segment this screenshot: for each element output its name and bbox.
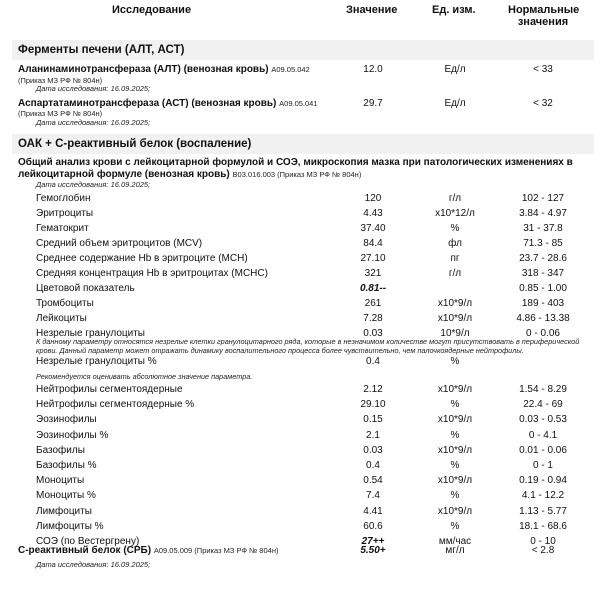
result-value: 0.4 [366, 460, 380, 471]
ast-norm: < 32 [533, 98, 553, 109]
result-value: 321 [364, 268, 382, 279]
section-blood-title: ОАК + С-реактивный белок (воспаление) [12, 134, 594, 154]
result-name: Незрелые гранулоциты [36, 328, 145, 339]
immature-pct-name: Незрелые гранулоциты % [36, 356, 157, 367]
result-unit: % [450, 460, 460, 471]
section-liver-title: Ферменты печени (АЛТ, АСТ) [12, 40, 594, 60]
result-name: Эритроциты [36, 208, 94, 219]
result-name: Эозинофилы [36, 414, 97, 426]
result-unit: х10*9/л [437, 444, 473, 456]
alt-unit: Ед/л [444, 64, 466, 75]
result-name: Базофилы [36, 444, 85, 456]
header-norm [508, 4, 578, 28]
result-value: 0.03 [363, 444, 383, 456]
result-value: 4.43 [363, 208, 383, 219]
result-name: Эозинофилы % [36, 429, 109, 441]
result-value: 4.41 [363, 505, 383, 517]
result-unit: г/л [448, 268, 462, 279]
header-norm-line1: Нормальные [508, 4, 580, 16]
header-unit: Ед. изм. [432, 4, 476, 16]
result-value: 7.28 [363, 313, 383, 324]
cbc-code: B03.016.003 (Приказ МЗ РФ № 804н) [232, 170, 362, 179]
result-value: 37.40 [360, 223, 386, 234]
result-norm: 0 - 4.1 [528, 429, 558, 441]
result-value: 84.4 [363, 238, 383, 249]
immature-note: К данному параметру относятся незрелые клетки гранулоцитарного ряда, которые в незначимом количестве могут присутствовать в периферической крови. Данный параметр может отражать динамику воспалительного процесса более чувствительно, чем палочкоядерные нейтрофилы. [36, 337, 580, 355]
result-norm: 102 - 127 [521, 193, 565, 204]
result-name: Гематокрит [36, 223, 89, 234]
immature-pct-note: Рекомендуется оценивать абсолютное значение параметра. [36, 372, 253, 381]
result-unit: г/л [448, 193, 462, 204]
result-name: Гемоглобин [36, 193, 91, 204]
crp-name: С-реактивный белок (СРБ) [18, 545, 152, 556]
cbc-name-line2 [18, 169, 361, 180]
cbc-name-text: лейкоцитарной формуле (венозная кровь) [18, 169, 230, 180]
crp-test-name [18, 545, 278, 556]
result-name: Тромбоциты [36, 298, 94, 309]
result-unit: мм/час [438, 536, 472, 547]
result-name: Моноциты % [36, 490, 96, 502]
alt-order: (Приказ МЗ РФ № 804н) [18, 76, 103, 85]
result-unit: х10*9/л [437, 414, 473, 426]
result-norm: 1.54 - 8.29 [519, 384, 567, 395]
header-study: Исследование [112, 4, 192, 16]
header-norm-line2: значения [517, 16, 569, 28]
result-name: Нейтрофилы сегментоядерные [36, 384, 183, 395]
immature-pct-unit: % [450, 356, 460, 367]
alt-value: 12.0 [363, 64, 383, 75]
result-unit: х10*9/л [437, 313, 473, 324]
result-value: 2.1 [366, 429, 380, 441]
cbc-name-line1: Общий анализ крови с лейкоцитарной формулой и СОЭ, микроскопия мазка при патологических изменениях в [18, 157, 573, 168]
result-unit: 10*9/л [440, 328, 470, 339]
result-name: Моноциты [36, 475, 85, 487]
alt-name: Аланинаминотрансфераза (АЛТ) (венозная кровь) [18, 64, 269, 75]
result-norm: 23.7 - 28.6 [519, 253, 567, 264]
result-value: 2.12 [363, 384, 383, 395]
crp-value: 5.50+ [360, 545, 386, 556]
result-name: Лимфоциты % [36, 520, 104, 532]
result-unit: % [450, 223, 460, 234]
result-norm: 0.03 - 0.53 [519, 414, 567, 426]
result-norm: 0 - 0.06 [526, 328, 560, 339]
immature-pct-value: 0.4 [366, 356, 380, 367]
result-value: 27.10 [360, 253, 386, 264]
crp-norm: < 2.8 [531, 545, 555, 556]
result-unit: пг [450, 253, 460, 264]
result-norm: 3.84 - 4.97 [519, 208, 567, 219]
result-value: 261 [364, 298, 382, 309]
result-unit: х10*9/л [437, 505, 473, 517]
result-value: 120 [364, 193, 382, 204]
ast-value: 29.7 [363, 98, 383, 109]
result-unit: фл [448, 238, 462, 249]
result-name: Нейтрофилы сегментоядерные % [36, 399, 195, 411]
header-value: Значение [346, 4, 398, 16]
alt-code: A09.05.042 [271, 65, 310, 74]
cbc-date: Дата исследования: 16.09.2025; [36, 180, 151, 189]
result-norm: 1.13 - 5.77 [519, 505, 567, 517]
ast-order: (Приказ МЗ РФ № 804н) [18, 109, 103, 118]
crp-code: A09.05.009 (Приказ МЗ РФ № 804н) [153, 546, 279, 555]
result-value: 60.6 [363, 520, 383, 532]
ast-name: Аспартатаминотрансфераза (АСТ) (венозная кровь) [18, 98, 277, 109]
result-unit: % [450, 429, 460, 441]
result-norm: 4.86 - 13.38 [516, 313, 570, 324]
result-unit: х10*12/л [435, 208, 475, 219]
result-name: Лейкоциты [36, 313, 87, 324]
alt-date: Дата исследования: 16.09.2025; [36, 84, 151, 93]
result-norm: 0.19 - 0.94 [519, 475, 567, 487]
result-unit: % [450, 399, 460, 411]
result-value: 0.54 [363, 475, 383, 487]
result-name: Лимфоциты [36, 505, 92, 517]
result-value: 7.4 [366, 490, 380, 502]
ast-test-name [18, 98, 318, 109]
result-unit: х10*9/л [437, 475, 473, 487]
result-name: Среднее содержание Hb в эритроците (MCH) [36, 253, 248, 264]
result-value: 0.15 [363, 414, 383, 426]
result-norm: 0.85 - 1.00 [519, 283, 567, 294]
result-norm: 0 - 1 [532, 460, 553, 471]
result-norm: 18.1 - 68.6 [519, 520, 567, 532]
result-norm: 0.01 - 0.06 [519, 444, 567, 456]
result-value: 27++ [361, 536, 385, 547]
result-unit: х10*9/л [437, 384, 473, 395]
result-norm: 0 - 10 [530, 536, 556, 547]
result-value: 0.81-- [359, 283, 387, 294]
result-unit: % [450, 520, 460, 532]
alt-test-name [18, 64, 310, 75]
result-norm: 22.4 - 69 [523, 399, 563, 411]
result-name: Базофилы % [36, 460, 97, 471]
result-norm: 31 - 37.8 [523, 223, 563, 234]
result-norm: 318 - 347 [521, 268, 565, 279]
crp-unit: мг/л [445, 545, 465, 556]
result-norm: 4.1 - 12.2 [521, 490, 565, 502]
result-norm: 71.3 - 85 [523, 238, 563, 249]
result-name: Средний объем эритроцитов (MCV) [36, 238, 203, 249]
result-name: Средняя концентрация Hb в эритроцитах (MCHC) [36, 268, 268, 279]
alt-norm: < 33 [533, 64, 553, 75]
result-norm: 189 - 403 [521, 298, 565, 309]
result-unit: % [450, 490, 460, 502]
result-value: 29.10 [360, 399, 386, 411]
result-value: 0.03 [363, 328, 383, 339]
ast-code: A09.05.041 [279, 99, 318, 108]
crp-date: Дата исследования: 16.09.2025; [36, 560, 151, 569]
ast-date: Дата исследования: 16.09.2025; [36, 118, 151, 127]
result-name: Цветовой показатель [36, 283, 135, 294]
result-unit: х10*9/л [437, 298, 473, 309]
ast-unit: Ед/л [444, 98, 466, 109]
result-name: СОЭ (по Вестергрену) [36, 536, 140, 547]
